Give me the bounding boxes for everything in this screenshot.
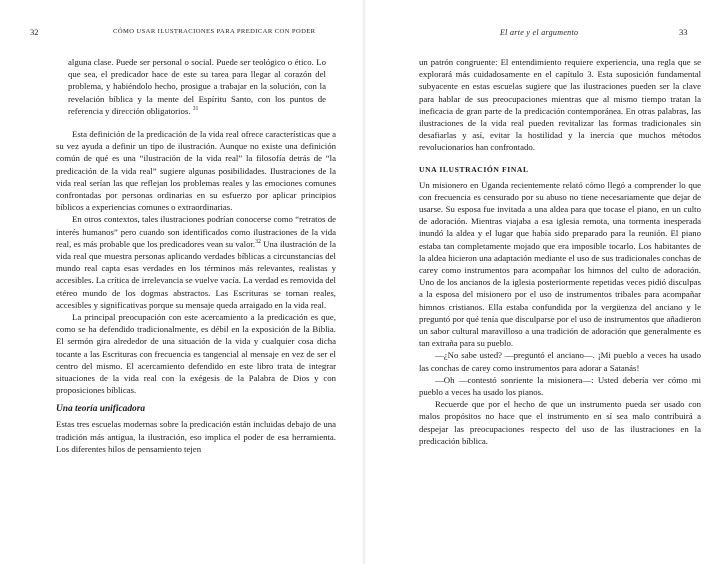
block-quote-text: alguna clase. Puede ser personal o social. Puede ser teológico o ético. Lo que sea, el predicador hace de este su tarea para llegar al corazón del problema, y habiéndolo hecho, prosigue a trabajar en la solución, con la revelación bíblica y la mente del Espíritu Santo, con los puntos de referencia y dirección obligatorios. (68, 57, 326, 116)
paragraph-text: En otros contextos, tales ilustraciones podrían conocerse como “retratos de interés humanos” pero cuando son identificados como ilustraciones de la vida real, es más probable que los predicadores vean su valor. (56, 214, 336, 249)
footnote-ref-32: 32 (255, 238, 261, 245)
paragraph: Un misionero en Uganda recientemente relató cómo llegó a comprender lo que con frecuencia es censurado por su abuso no tiene necesariamente que dejar de usarse. Su esposa fue invitada a una aldea para que tocase el piano, en un culto de adoración. Mientras viajaba a esa iglesia remota, una tormenta inesperada inundó la aldea y el lugar que había sido preparado para la reunión. El piano estaba tan completamente mojado que era imposible tocarlo. Los habitantes de la aldea hicieron una adaptación mediante el uso de sus tradicionales conchas de carey como instrumentos para acompañar los himnos del culto de adoración. Uno de los ancianos de la iglesia posteriormente repetidas veces pidió disculpas a la esposa del misionero por el uso de instrumentos tribales para acompañar himnos cristianos. Ella estaba confundida por la vergüenza del anciano y le preguntó por qué tenía que disculparse por el uso de instrumentos que añadieron un sabor cultural maravilloso a una tradición de adoración que generalmente es tan extraña para su pueblo. (419, 179, 701, 349)
right-page (364, 0, 728, 564)
paragraph: Recuerde que por el hecho de que un instrumento pueda ser usado con malos propósitos no hace que el instrumento en sí sea malo contribuirá a despejar las preocupaciones respecto del uso de las ilustraciones en la predicación bíblica. (419, 399, 701, 446)
left-text-column (56, 56, 336, 455)
footnote-ref-31: 31 (192, 105, 199, 112)
section-heading: UNA ILUSTRACIÓN FINAL (419, 164, 529, 174)
dialogue-paragraph: —Oh —contestó sonriente la misionera—: Usted debería ver cómo mi pueblo a veces ha usado los pianos. (419, 374, 701, 398)
left-page-number: 32 (30, 27, 39, 37)
right-page-number: 33 (679, 27, 688, 37)
section-heading: Una teoría unificadora (56, 404, 146, 415)
paragraph (56, 213, 336, 311)
right-running-head: El arte y el argumento (500, 28, 579, 37)
dialogue-paragraph: —¿No sabe usted? —preguntó el anciano—. ¡Mi pueblo a veces ha usado las conchas de carey como instrumentos para adorar a Satanás! (419, 350, 701, 373)
block-quote (56, 56, 336, 117)
left-running-head: CÓMO USAR ILUSTRACIONES PARA PREDICAR CON PODER (113, 28, 316, 35)
paragraph: Esta definición de la predicación de la vida real ofrece características que a su vez ayuda a definir un tipo de ilustración. Aunque no existe una definición común de qué es una “ilustración de la vida real” la filosofía detrás de “la predicación de la vida real” sugiere algunas posibilidades. Ilustraciones de la vida real serían las que reflejan los problemas reales y las emociones comunes confrontadas por personas ordinarias en su esfuerzo por aplicar principios bíblicos a experiencias comunes o extraordinarias. (56, 129, 336, 213)
paragraph: un patrón congruente: El entendimiento requiere experiencia, una regla que se explorará más cuidadosamente en el capítulo 3. Esta suposición fundamental subyacente en estas escuelas sugiere que las ilustraciones pueden ser la clave para hablar de sus preocupaciones mientras que al mismo tiempo tratan la ineficacia de gran parte de la predicación contemporánea. En otras palabras, las ilustraciones de la vida real pueden revitalizar las formas tradicionales sin desafiarlas y así, evitar la hostilidad y la inercia que muchos métodos revolucionarios han confrontado. (419, 57, 701, 153)
paragraph: La principal preocupación con este acercamiento a la predicación es que, como se ha defendido tradicionalmente, es débil en la exposición de la Biblia. El sermón gira alrededor de una situación de la vida y cualquier cosa dicha tocante a las Escrituras con frecuencia es tangencial al mensaje en vez de ser el centro del mismo. El acercamiento defendido en este libro trata de integrar situaciones de la vida real con la exégesis de la Palabra de Dios y con proposiciones bíblicas. (56, 312, 336, 396)
paragraph: Estas tres escuelas modernas sobre la predicación están incluidas debajo de una tradición más antigua, la ilustración, eso implica el poder de esa herramienta. Los diferentes hilos de pensamiento tejen (56, 419, 336, 454)
right-text-column (419, 56, 701, 447)
paragraph-text: Una ilustración de la vida real que muestra personas aplicando verdades bíblicas a circunstancias del mundo real capta esas verdades en los términos más relevantes, realistas y accesibles. La crítica de irrelevancia se vuelve vacía. La verdad es removida del etéreo mundo de los dogmas abstractos. Las Escrituras se tornan reales, accesibles y significativas porque su mensaje queda arraigado en la vida real. (56, 238, 336, 310)
